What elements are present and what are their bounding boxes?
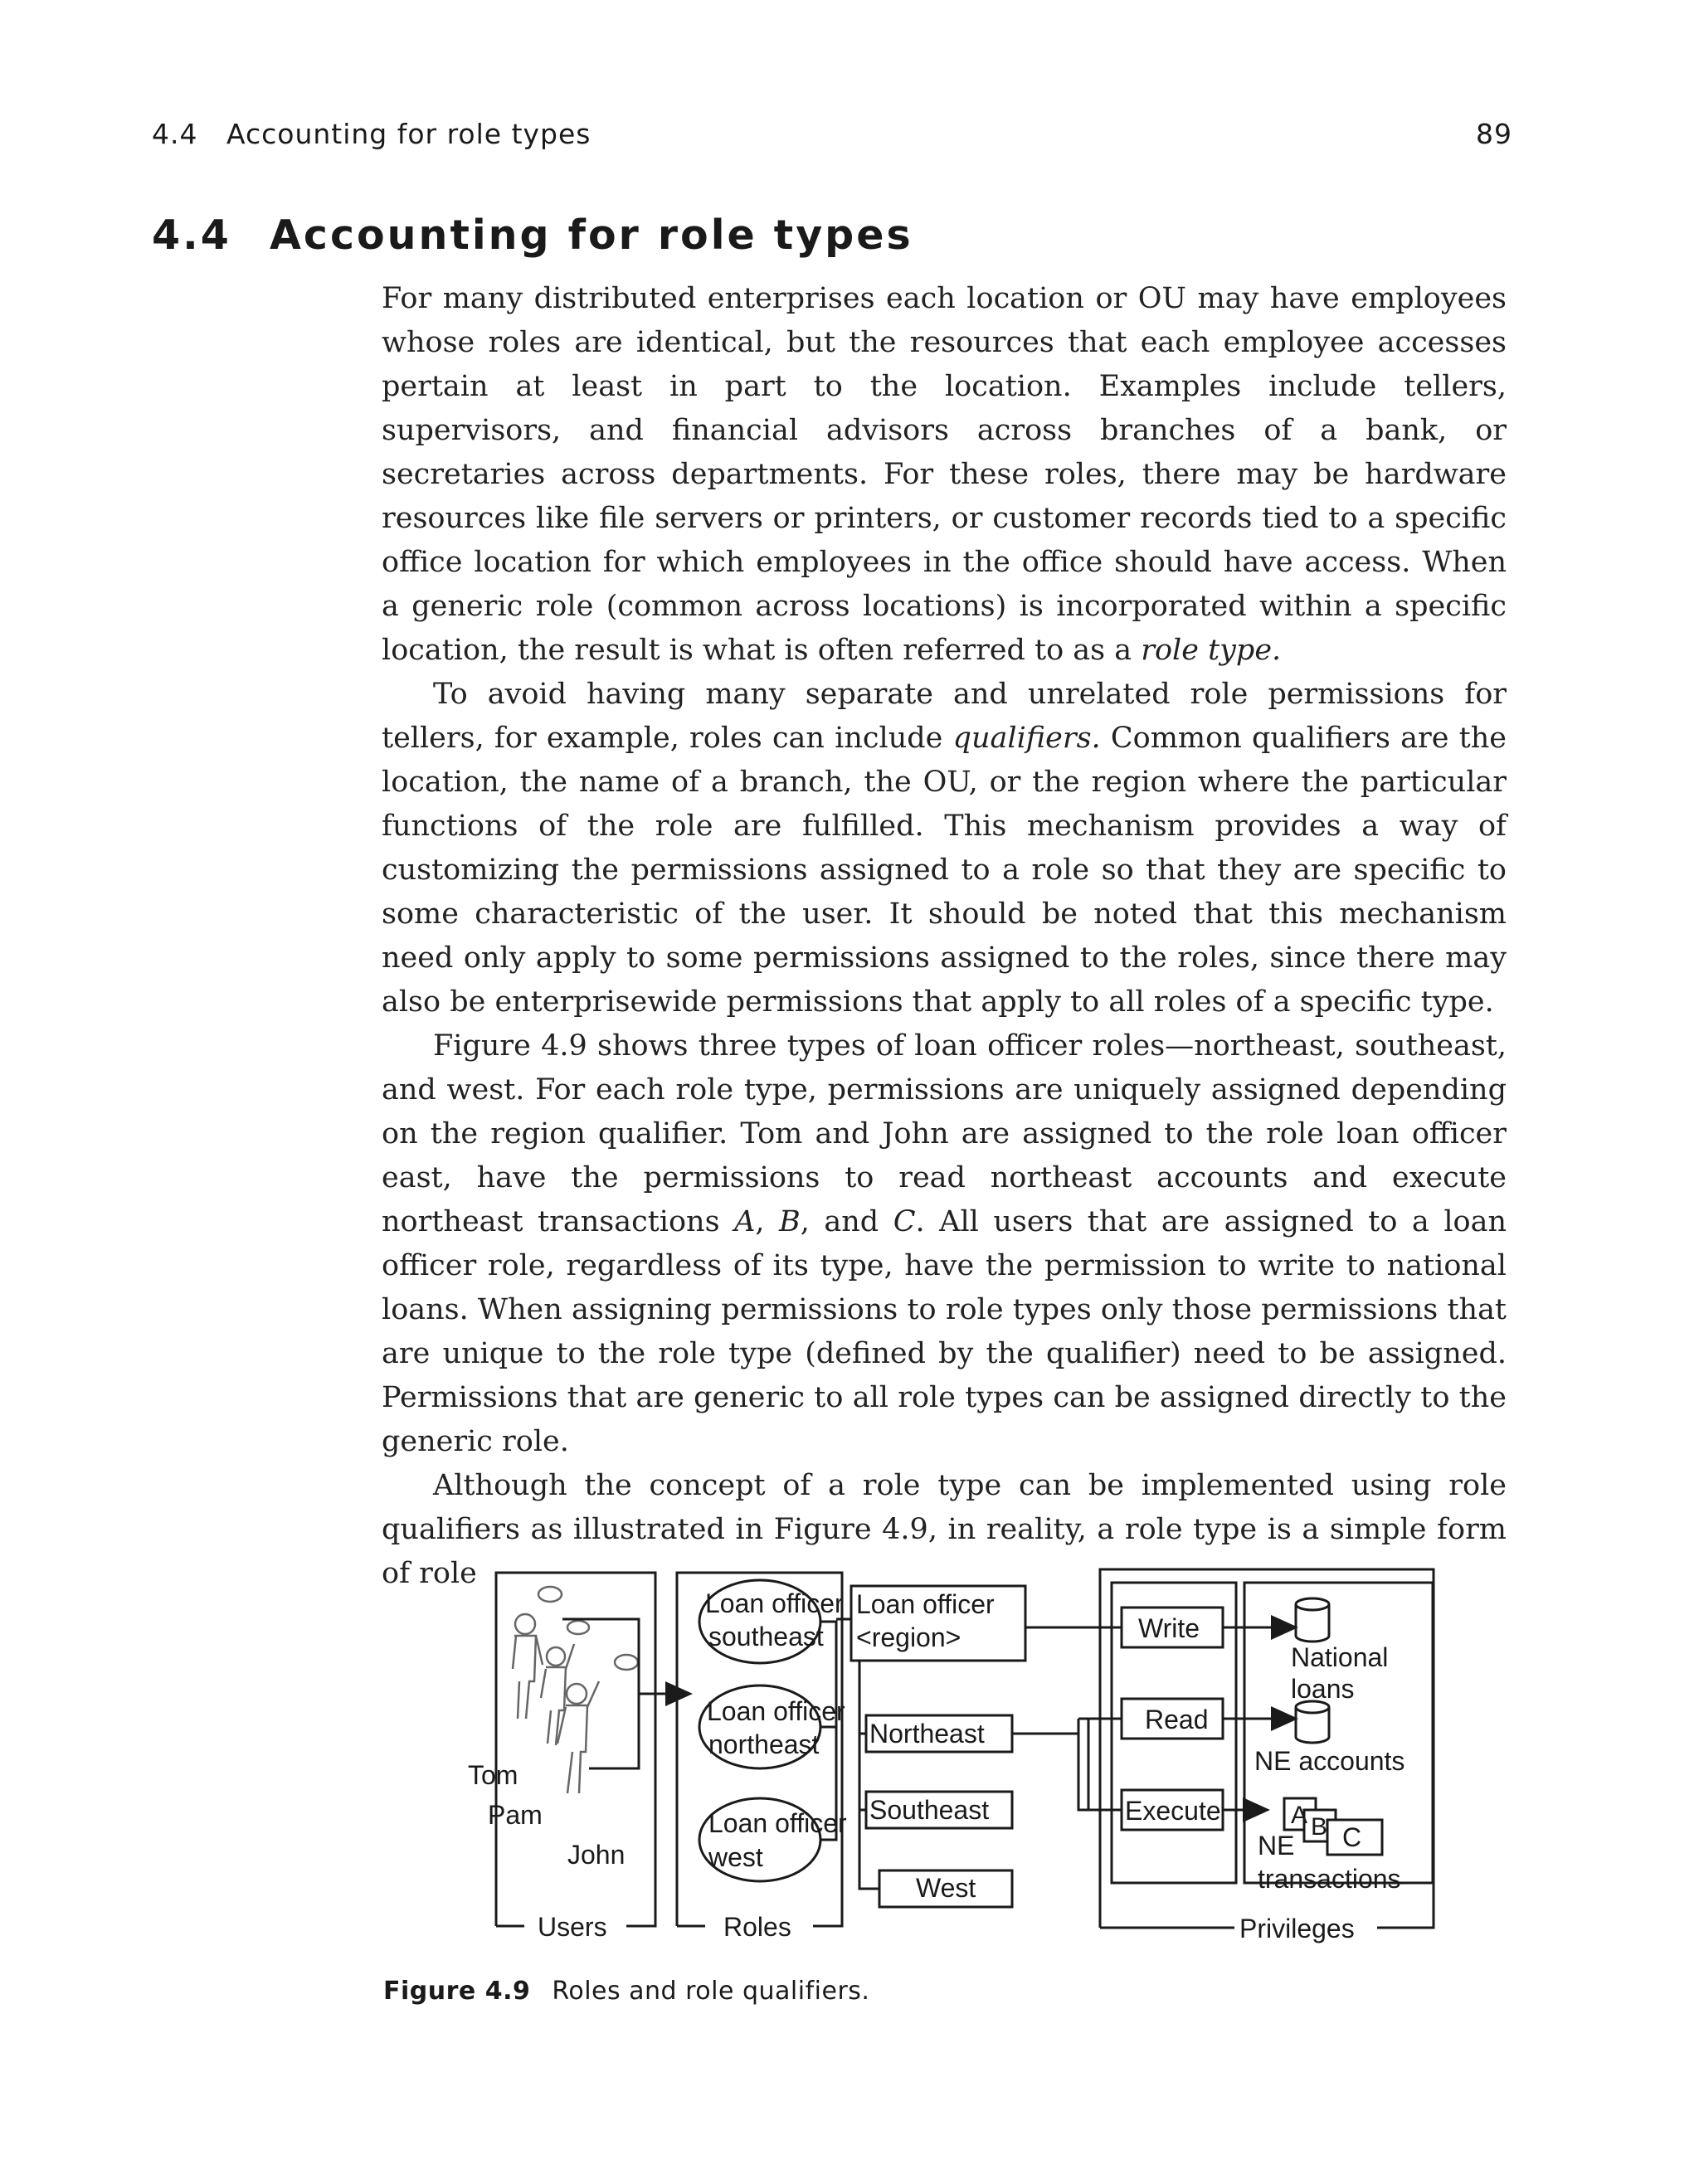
figure-caption	[383, 1977, 869, 2006]
object-transactions-line2: transactions	[1258, 1864, 1401, 1894]
object-national-loans-line2: loans	[1291, 1674, 1355, 1704]
roles-panel-label: Roles	[723, 1912, 791, 1942]
doc-label-c: C	[1342, 1822, 1362, 1852]
op-write: Write	[1138, 1613, 1200, 1643]
database-icon-national-loans	[1296, 1598, 1329, 1642]
figure-roles-qualifiers	[465, 1553, 1435, 1959]
user-role-connector	[562, 1619, 639, 1768]
role-label-southeast-line2: southeast	[708, 1622, 824, 1651]
paragraph-1: For many distributed enterprises each location or OU may have employees whose roles are identical, but the resources that each employee accesses pertain at least in part to the location. Examples include tellers, supervisors, and financial advisors across branches of a bank, or secretaries across departments. For these roles, there may be hardware resources like file servers or printers, or customer records tied to a specific office location for which employees in the office should have access. When a generic role (common across locations) is incorporated within a specific location, the result is what is often referred to as a role type.	[382, 282, 1507, 667]
running-head-section: 4.4 Accounting for role types	[152, 118, 591, 150]
region-tree	[859, 1661, 879, 1889]
users-panel	[496, 1573, 655, 1926]
page-number: 89	[1476, 118, 1512, 150]
region-southeast: Southeast	[869, 1795, 990, 1825]
role-label-northeast-line1: Loan officer	[707, 1696, 845, 1726]
user-figures-icon	[513, 1587, 638, 1793]
figure-caption-text: Roles and role qualifiers.	[552, 1977, 870, 2006]
section-title: Accounting for role types	[270, 212, 913, 259]
role-label-northeast-line2: northeast	[708, 1729, 820, 1759]
user-name-john: John	[567, 1840, 626, 1870]
qualifier-line1: Loan officer	[856, 1589, 995, 1619]
op-execute: Execute	[1125, 1796, 1221, 1826]
section-number: 4.4	[152, 212, 231, 259]
paragraph-2: To avoid having many separate and unrelated role permissions for tellers, for example, roles can include qualifiers. Common qualifiers are the location, the name of a branch, the OU, or the region where the particular functions of the role are fulfilled. This mechanism provides a way of customizing the permissions assigned to a role so that they are specific to some characteristic of the user. It should be noted that this mechanism need only apply to some permissions assigned to the roles, since there may also be enterprisewide permissions that apply to all roles of a specific type.	[382, 678, 1507, 1019]
section-heading	[152, 212, 913, 259]
body-text	[382, 277, 1507, 1596]
database-icon-ne-accounts	[1296, 1701, 1329, 1743]
role-label-west-line1: Loan officer	[708, 1808, 847, 1838]
doc-label-a: A	[1291, 1802, 1308, 1829]
figure-diagram	[465, 1553, 1435, 1959]
op-read: Read	[1145, 1705, 1209, 1734]
region-west: West	[916, 1873, 976, 1903]
qualifier-line2: <region>	[856, 1622, 961, 1652]
region-northeast: Northeast	[869, 1719, 985, 1749]
doc-label-b: B	[1311, 1813, 1328, 1841]
paragraph-3: Figure 4.9 shows three types of loan officer roles—northeast, southeast, and west. For each role type, permissions are uniquely assigned depending on the region qualifier. Tom and John are assigned to the role loan officer east, have the permissions to read northeast accounts and execute northeast transactions A, B, and C. All users that are assigned to a loan officer role, regardless of its type, have the permission to write to national loans. When assigning permissions to role types only those permissions that are unique to the role type (defined by the qualifier) need to be assigned. Permissions that are generic to all role types can be assigned directly to the generic role.	[382, 1029, 1507, 1458]
object-ne-accounts: NE accounts	[1254, 1746, 1405, 1776]
object-national-loans-line1: National	[1291, 1642, 1389, 1672]
role-label-west-line2: west	[708, 1842, 763, 1872]
privileges-panel-label: Privileges	[1239, 1914, 1355, 1943]
figure-caption-label: Figure 4.9	[383, 1977, 531, 2006]
running-head	[152, 118, 1512, 154]
users-panel-label: Users	[538, 1912, 607, 1942]
role-label-southeast-line1: Loan officer	[705, 1588, 844, 1618]
object-transactions-line1: NE	[1258, 1831, 1295, 1861]
user-name-pam: Pam	[488, 1800, 543, 1830]
user-name-tom: Tom	[468, 1760, 518, 1790]
paragraph-4: Although the concept of a role type can be implemented using role qualifiers as illustrated in Figure 4.9, in reality, a role type is a simple form of role	[382, 1469, 1507, 1590]
